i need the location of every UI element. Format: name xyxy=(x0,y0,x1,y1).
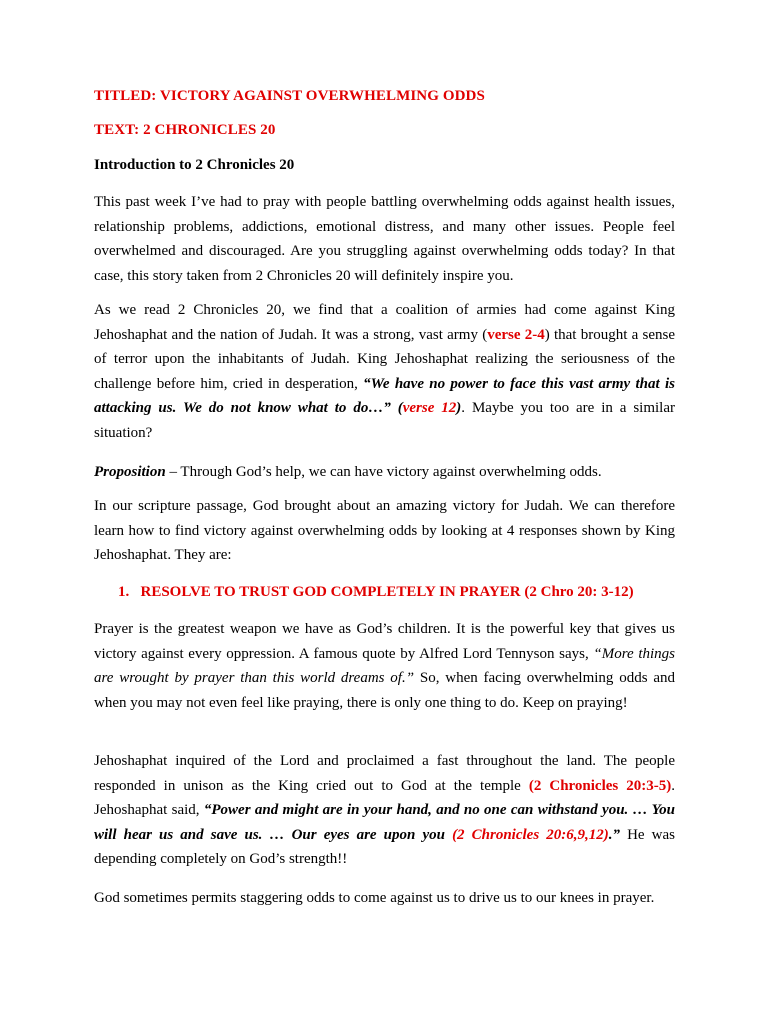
p2-text-c: . Maybe you too are in a similar situation? xyxy=(94,400,676,441)
p5-text-b: . Jehoshaphat said, xyxy=(94,777,675,818)
jehoshaphat-quote: “We have no power to face this vast army that is attacking us. We do not know what to do…” ( xyxy=(94,375,675,416)
proposition-paragraph xyxy=(94,460,675,485)
verse-ref-2-4: verse 2-4 xyxy=(487,326,545,343)
ref-2chron-20-3-5: (2 Chronicles 20:3-5) xyxy=(528,777,672,794)
proposition-text: – Through God’s help, we can have victory against overwhelming odds. xyxy=(165,464,602,480)
paragraph-coalition xyxy=(94,298,675,445)
prayer-quote: “Power and might are in your hand, and no one can withstand you. … You will hear us and save us. … Our eyes are upon you xyxy=(94,802,675,843)
paragraph-staggering-odds: God sometimes permits staggering odds to come against us to drive us to our knees in prayer. xyxy=(94,890,655,906)
ref-2chron-20-6-9-12: (2 Chronicles 20:6,9,12) xyxy=(452,826,609,843)
document-title: TITLED: VICTORY AGAINST OVERWHELMING ODDS xyxy=(94,88,485,104)
point-1-number: 1. xyxy=(118,584,130,600)
p2-text-b: ) that brought a sense of terror upon the inhabitants of Judah. King Jehoshaphat realizing the seriousness of the challenge before him, cried in desperation, xyxy=(94,326,675,392)
paragraph-responses: In our scripture passage, God brought about an amazing victory for Judah. We can therefore learn how to find victory against overwhelming odds by looking at 4 responses shown by King Jehoshaphat. They are: xyxy=(94,498,675,563)
intro-heading: Introduction to 2 Chronicles 20 xyxy=(94,157,295,173)
tennyson-quote: “More things are wrought by prayer than this world dreams of.” xyxy=(94,645,676,686)
paragraph-intro: This past week I’ve had to pray with people battling overwhelming odds against health issues, relationship problems, addictions, emotional distress, and many other issues. People feel overwhelmed and discouraged. Are you struggling against overwhelming odds today? In that case, this story taken from 2 Chronicles 20 will definitely inspire you. xyxy=(94,194,675,284)
p2-text-a: As we read 2 Chronicles 20, we find that a coalition of armies had come against King Jehoshaphat and the nation of Judah. It was a strong, vast army ( xyxy=(94,302,675,343)
paragraph-prayer xyxy=(94,617,675,715)
paragraph-jehoshaphat-fast xyxy=(94,749,675,872)
proposition-label: Proposition xyxy=(94,464,166,480)
point-1-heading xyxy=(118,584,678,601)
p5-text-a: Jehoshaphat inquired of the Lord and proclaimed a fast throughout the land. The people responded in unison as the King cried out to God at the temple xyxy=(94,753,675,794)
point-1-text: RESOLVE TO TRUST GOD COMPLETELY IN PRAYER (2 Chro 20: 3-12) xyxy=(140,584,634,600)
quote-close: ) xyxy=(456,400,462,416)
p4-text-a: Prayer is the greatest weapon we have as God’s children. It is the powerful key that gives us victory against every oppression. A famous quote by Alfred Lord Tennyson says, xyxy=(94,621,675,662)
scripture-text-line: TEXT: 2 CHRONICLES 20 xyxy=(94,122,276,138)
p5-text-c: He was depending completely on God’s strength!! xyxy=(94,826,676,867)
p4-text-b: So, when facing overwhelming odds and when you may not even feel like praying, there is only one thing to do. Keep on praying! xyxy=(94,670,675,711)
prayer-quote-close: .” xyxy=(608,826,620,843)
verse-ref-12: verse 12 xyxy=(402,400,457,416)
